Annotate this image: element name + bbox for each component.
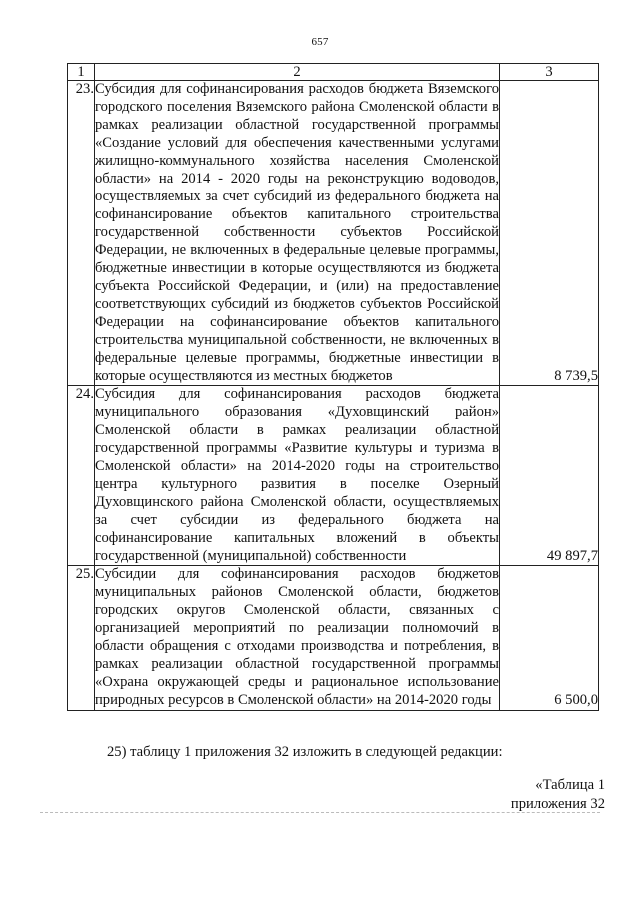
subsidies-table	[67, 63, 599, 711]
table-header-row	[68, 64, 599, 81]
row-amount: 6 500,0	[500, 566, 599, 710]
appendix-table-label: «Таблица 1	[535, 777, 605, 793]
column-header-1: 1	[68, 64, 95, 81]
row-number: 25.	[68, 566, 95, 710]
row-amount: 8 739,5	[500, 81, 599, 386]
row-number: 23.	[68, 81, 95, 386]
column-header-2: 2	[95, 64, 500, 81]
row-description-cell	[95, 81, 500, 386]
row-description: Субсидии для софинансирования расходов бюджетов муниципальных районов Смоленской области, бюджетов городских округов Смоленской области, связанных с организацией мероприятий по реализации полномочий в области обращения с отходами производства и потребления, в рамках реализации областной государственной программы «Охрана окружающей среды и рациональное использование природных ресурсов в Смоленской области» на 2014-2020 годы	[95, 566, 499, 708]
row-description: Субсидия для софинансирования расходов бюджета Вяземского городского поселения Вяземского района Смоленской области в рамках реализации областной государственной программы «Создание условий для обеспечения качественными услугами жилищно-коммунального хозяйства населения Смоленской области» на 2014 - 2020 годы на реконструкцию водоводов, осуществляемых за счет субсидий из федерального бюджета на софинансирование объектов капитального строительства государственной собственности субъектов Российской Федерации, не включенных в федеральные целевые программы, бюджетные инвестиции в которые осуществляются из бюджета субъекта Российской Федерации, и (или) на предоставление соответствующих субсидий из бюджетов субъектов Российской Федерации на софинансирование объектов капитального строительства муниципальной собственности, не включенных в федеральные целевые программы, бюджетные инвестиции в которые осуществляются из местных бюджетов	[95, 81, 499, 384]
table-row	[68, 566, 599, 710]
row-amount: 49 897,7	[500, 386, 599, 566]
column-header-3: 3	[500, 64, 599, 81]
scan-artifact-divider	[40, 812, 600, 813]
row-description-cell	[95, 566, 500, 710]
row-description-cell	[95, 386, 500, 566]
table-row	[68, 81, 599, 386]
row-number: 24.	[68, 386, 95, 566]
row-description: Субсидия для софинансирования расходов бюджета муниципального образования «Духовщинский район» Смоленской области в рамках реализации областной государственной программы «Развитие культуры и туризма в Смоленской области» на 2014-2020 годы на строительство центра культурного развития в поселке Озерный Духовщинского района Смоленской области, осуществляемых за счет субсидии из федерального бюджета на софинансирование капитальных вложений в объекты государственной (муниципальной) собственности	[95, 386, 499, 564]
table-row	[68, 386, 599, 566]
appendix-ref-label: приложения 32	[510, 796, 605, 812]
page-number: 657	[311, 36, 329, 48]
instruction-text: 25) таблицу 1 приложения 32 изложить в следующей редакции:	[107, 744, 503, 760]
appendix-heading	[511, 776, 605, 814]
